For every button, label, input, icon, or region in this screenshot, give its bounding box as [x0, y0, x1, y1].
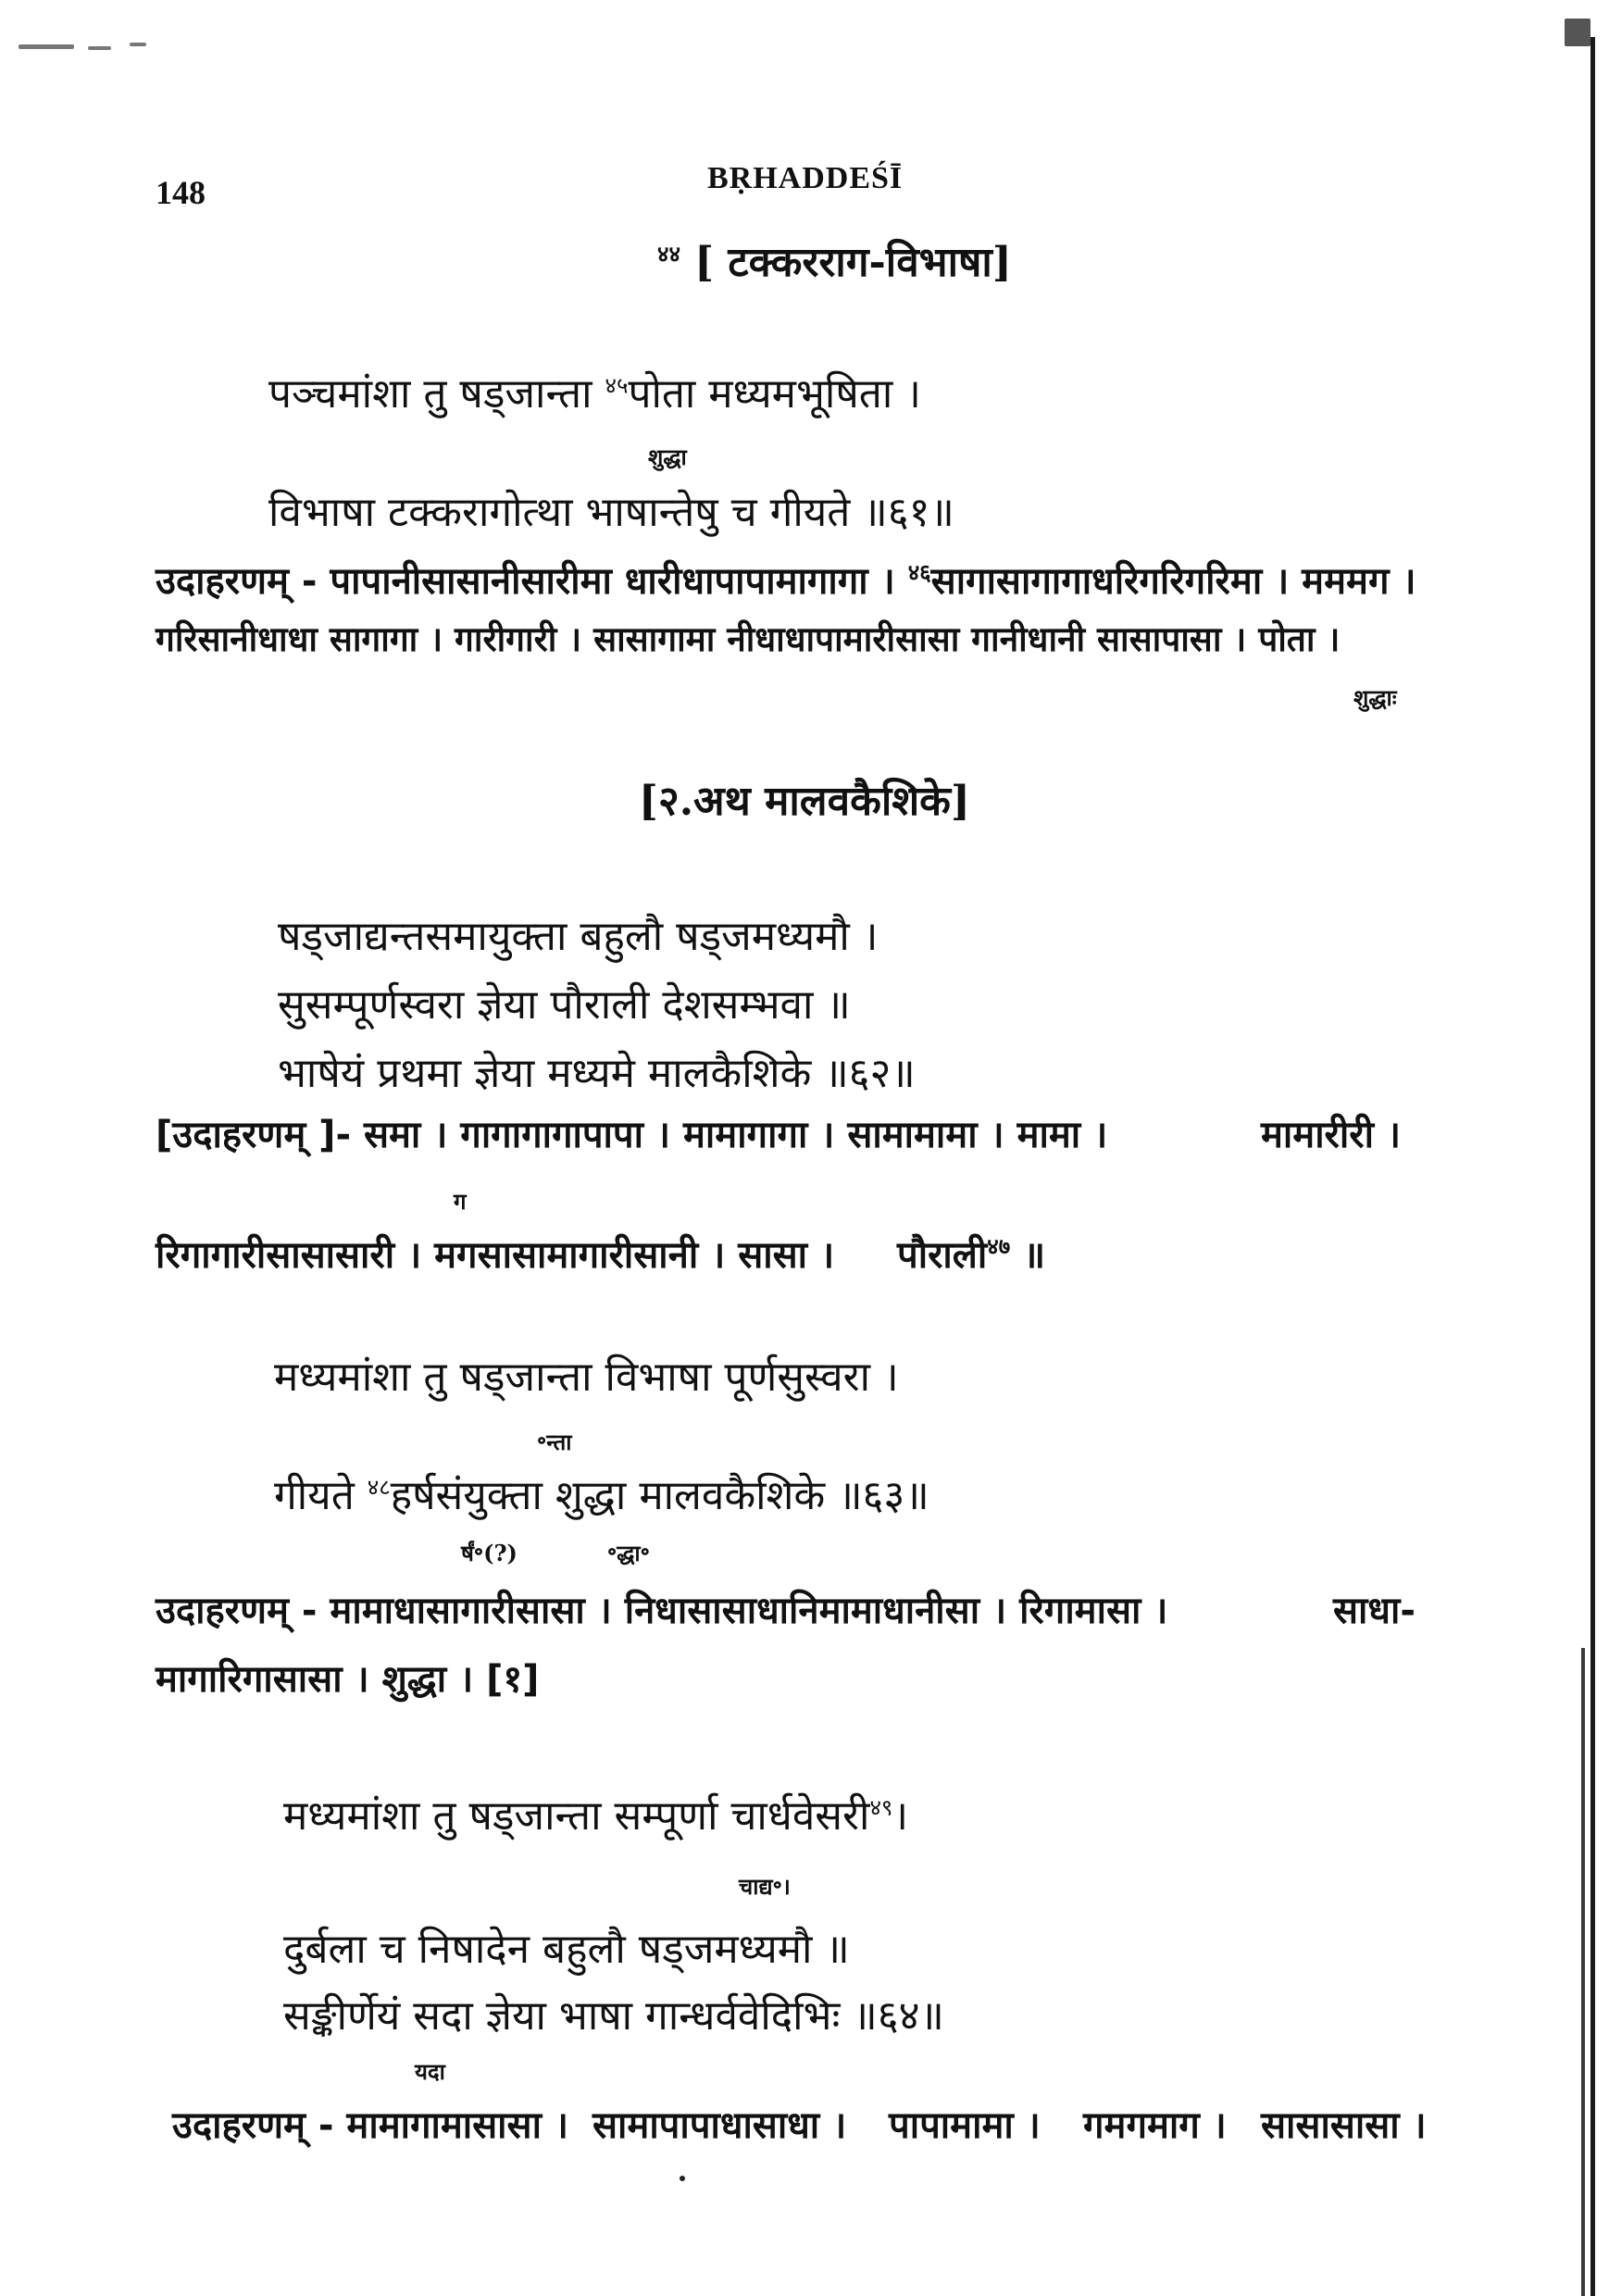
footnote-marker: ४४ — [657, 240, 680, 268]
verse-text: पोता मध्यमभूषिता । — [628, 370, 921, 418]
verse-line — [268, 370, 921, 418]
verse-text: मध्यमांशा तु षड्जान्ता सम्पूर्णा चार्धवेसरी — [283, 1792, 870, 1840]
page-number: 148 — [156, 174, 206, 211]
verse-line: सुसम्पूर्णस्वरा ज्ञेया पौराली देशसम्भवा ॥ — [278, 981, 851, 1029]
verse-line: मध्यमांशा तु षड्जान्ता विभाषा पूर्णसुस्वरा । — [274, 1354, 899, 1401]
example-text: उदाहरणम् - पापानीसासानीसारीमा धारीधापापामागागा । — [156, 560, 895, 603]
example-line: पापामामा । — [889, 2104, 1041, 2147]
example-line: उदाहरणम् - मामागामासासा । — [172, 2104, 569, 2147]
scan-speck — [88, 46, 111, 50]
example-text: रिगागारीसासासारी । मगसासामागारीसानी । सासा । — [156, 1234, 835, 1277]
example-line: [उदाहरणम् ]- समा । गागागागापापा । मामागागा । सामामामा । मामा । — [156, 1114, 1108, 1156]
footnote-marker: ४५ — [605, 372, 629, 399]
verse-line — [283, 1792, 909, 1840]
verse-line — [274, 1472, 929, 1519]
example-line: मागारिगासासा । शुद्धा । [१] — [156, 1658, 540, 1701]
scan-speck — [130, 43, 146, 46]
footnote-marker: ४७ — [987, 1233, 1011, 1260]
example-line: सामापापाधासाधा । — [592, 2104, 847, 2147]
verse-line: विभाषा टक्करागोत्था भाषान्तेषु च गीयते ॥६१॥ — [268, 489, 954, 536]
variant-reading: चाद्य॰। — [739, 1873, 791, 1900]
variant-reading: ॰द्धा॰ — [607, 1540, 650, 1566]
scan-speck — [19, 44, 74, 49]
verse-text: हर्षसंयुक्ता शुद्धा मालवकैशिके ॥६३॥ — [390, 1472, 929, 1519]
example-line — [156, 1233, 1046, 1277]
running-title: BṚHADDEŚĪ — [707, 161, 904, 195]
example-text: पौराली — [896, 1234, 988, 1277]
example-text: ॥ — [1023, 1234, 1046, 1277]
example-line: सासासासा । — [1261, 2104, 1427, 2147]
verse-text: पञ्चमांशा तु षड्जान्ता — [268, 370, 592, 418]
example-line: मामारीरी । — [1261, 1114, 1402, 1156]
footnote-marker: ४९ — [869, 1794, 893, 1821]
variant-reading: यदा — [415, 2058, 445, 2085]
footnote-marker: ४६ — [907, 559, 931, 586]
page-edge-line — [1590, 37, 1595, 2296]
variant-reading: ग — [454, 1188, 467, 1215]
section-heading — [657, 239, 1012, 286]
verse-line: दुर्बला च निषादेन बहुलौ षड्जमध्यमौ ॥ — [283, 1926, 850, 1973]
variant-reading: शुद्धा — [648, 443, 687, 470]
example-line — [156, 559, 1416, 603]
scan-speck — [1565, 19, 1590, 46]
verse-line: सङ्कीर्णेयं सदा ज्ञेया भाषा गान्धर्ववेदिभिः ॥६४॥ — [283, 1992, 944, 2040]
verse-line: भाषेयं प्रथमा ज्ञेया मध्यमे मालकैशिके ॥६२॥ — [278, 1050, 916, 1097]
example-line: उदाहरणम् - मामाधासागारीसासा । निधासासाधानिमामाधानीसा । रिगामासा । — [156, 1590, 1168, 1632]
verse-text: गीयते — [274, 1472, 355, 1519]
footnote-marker: ४८ — [367, 1474, 391, 1501]
example-line: गमगमाग । — [1083, 2104, 1227, 2147]
variant-reading: ॰न्ता — [537, 1429, 572, 1455]
variant-reading: र्षं॰(?) — [461, 1540, 518, 1566]
verse-line: षड्जाद्यन्तसमायुक्ता बहुलौ षड्जमध्यमौ । — [278, 913, 879, 960]
page-edge-line — [1581, 1648, 1585, 2296]
heading-text: [ टक्करराग-विभाषा] — [694, 239, 1012, 286]
ink-dot — [680, 2176, 685, 2181]
example-text: सागासागागाधरिगरिगरिमा । मममग । — [930, 560, 1416, 603]
verse-text: । — [892, 1792, 909, 1840]
example-line: गरिसानीधाधा सागागा । गारीगारी । सासागामा नीधाधापामारीसासा गानीधानी सासापासा । पोता । — [156, 619, 1341, 659]
variant-reading: शुद्धाः — [1353, 684, 1397, 711]
section-heading: [२.अथ मालवकैशिके] — [639, 778, 970, 825]
example-line: साधा- — [1333, 1590, 1416, 1632]
